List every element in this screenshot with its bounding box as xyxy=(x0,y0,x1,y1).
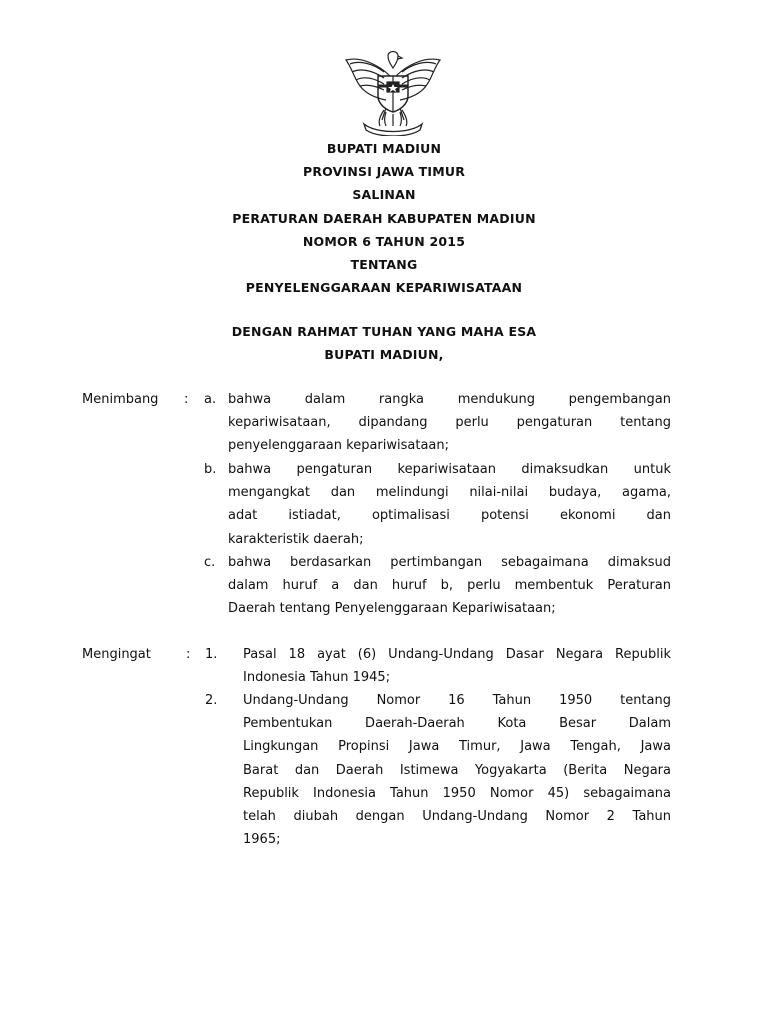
regulation-number: NOMOR 6 TAHUN 2015 xyxy=(302,233,466,249)
text-line: dalam huruf a dan huruf b, perlu membentuk Peraturan xyxy=(228,578,671,594)
text-line: bahwa pengaturan kepariwisataan dimaksudkan untuk xyxy=(228,462,671,477)
considering-item-a xyxy=(228,388,671,458)
about-label: TENTANG xyxy=(350,256,418,272)
considering-colon: : xyxy=(184,392,189,407)
considering-section xyxy=(0,388,768,628)
province-title: PROVINSI JAWA TIMUR xyxy=(302,164,466,180)
opening-formula xyxy=(0,320,768,366)
text-line: Pasal 18 ayat (6) Undang-Undang Dasar Negara Republik xyxy=(243,647,671,662)
item-marker: 1. xyxy=(205,647,218,662)
recalling-item-2 xyxy=(243,689,671,851)
garuda-pancasila-emblem-icon xyxy=(340,46,446,136)
recalling-section xyxy=(0,643,768,863)
item-marker: 2. xyxy=(205,693,218,708)
text-line: adat istiadat, optimalisasi potensi ekonomi dan xyxy=(228,508,671,524)
considering-label: Menimbang xyxy=(82,392,159,407)
text-line: bahwa dalam rangka mendukung pengembangan xyxy=(228,392,671,407)
text-line: bahwa berdasarkan pertimbangan sebagaimana dimaksud xyxy=(228,555,671,570)
recalling-item-1 xyxy=(243,643,671,689)
regulation-subject: PENYELENGGARAAN KEPARIWISATAAN xyxy=(245,280,523,296)
considering-item-c xyxy=(228,551,671,621)
item-marker: a. xyxy=(204,392,217,407)
regent-title: BUPATI MADIUN xyxy=(326,141,442,156)
considering-item-b xyxy=(228,458,671,551)
text-line: Barat dan Daerah Istimewa Yogyakarta (Berita Negara xyxy=(243,762,671,778)
text-line: penyelenggaraan kepariwisataan; xyxy=(228,438,450,454)
text-line: Pembentukan Daerah-Daerah Kota Besar Dalam xyxy=(243,716,671,732)
text-line: Daerah tentang Penyelenggaraan Kepariwisataan; xyxy=(228,601,556,617)
text-line: karakteristik daerah; xyxy=(228,531,364,547)
text-line: Lingkungan Propinsi Jawa Timur, Jawa Tengah, Jawa xyxy=(243,739,671,755)
text-line: 1965; xyxy=(243,832,281,848)
item-marker: b. xyxy=(204,462,217,477)
opening-line: DENGAN RAHMAT TUHAN YANG MAHA ESA xyxy=(231,324,537,339)
document-header xyxy=(0,137,768,299)
text-line: Indonesia Tahun 1945; xyxy=(243,670,391,686)
text-line: Undang-Undang Nomor 16 Tahun 1950 tentang xyxy=(243,693,671,708)
copy-label: SALINAN xyxy=(352,187,416,203)
text-line: kepariwisataan, dipandang perlu pengaturan tentang xyxy=(228,415,671,431)
recalling-label: Mengingat xyxy=(82,647,151,662)
item-marker: c. xyxy=(204,555,216,570)
text-line: telah diubah dengan Undang-Undang Nomor 2 Tahun xyxy=(243,808,671,824)
text-line: Republik Indonesia Tahun 1950 Nomor 45) sebagaimana xyxy=(243,785,671,801)
recalling-colon: : xyxy=(186,647,191,662)
text-line: mengangkat dan melindungi nilai-nilai budaya, agama, xyxy=(228,485,671,501)
issuer-line: BUPATI MADIUN, xyxy=(324,347,444,363)
regulation-title: PERATURAN DAERAH KABUPATEN MADIUN xyxy=(232,210,536,226)
